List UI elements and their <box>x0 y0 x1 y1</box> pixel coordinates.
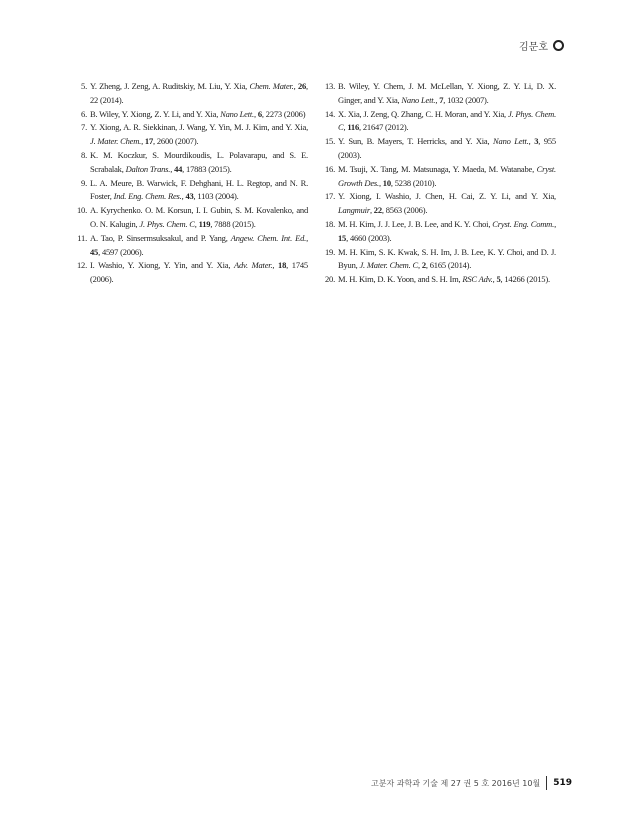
reference-item <box>322 273 556 287</box>
reference-segment: , <box>293 81 298 91</box>
reference-segment: , <box>254 108 258 119</box>
reference-number: 7. <box>81 122 87 133</box>
reference-number: 18. <box>324 218 335 229</box>
reference-number: 15. <box>324 136 335 147</box>
page-footer <box>371 776 572 790</box>
volume-number: 3 <box>534 136 539 147</box>
journal-name: J. Mater. Chem. <box>90 136 142 147</box>
volume-number: 18 <box>278 260 287 271</box>
reference-text <box>90 108 308 122</box>
volume-number: 119 <box>198 218 211 229</box>
reference-segment: , 1032 (2007). <box>443 94 489 105</box>
reference-number: 5. <box>81 81 87 91</box>
reference-segment: , 2273 (2006) <box>261 108 306 119</box>
running-header <box>519 38 564 53</box>
reference-text <box>338 80 556 108</box>
reference-segment: K. M. Koczkur, S. Mourdikoudis, L. Polavarapu, and S. E. Scrabalak, <box>90 149 308 174</box>
reference-text <box>90 177 308 205</box>
reference-segment: I. Washio, Y. Xiong, Y. Yin, and Y. Xia, <box>90 260 234 271</box>
journal-name: Ind. Eng. Chem. Res. <box>113 191 182 202</box>
reference-item <box>74 108 308 122</box>
reference-segment: , 6165 (2014). <box>425 260 472 271</box>
reference-number: 19. <box>324 246 335 257</box>
reference-text <box>90 80 308 108</box>
reference-item <box>74 80 308 108</box>
reference-item <box>322 163 556 191</box>
reference-segment: , 4660 (2003). <box>346 232 392 243</box>
reference-text <box>338 108 556 136</box>
reference-segment: , <box>369 205 374 216</box>
journal-name: Nano Lett. <box>401 94 436 105</box>
reference-item <box>74 259 308 287</box>
journal-name: J. Mater. Chem. C <box>359 260 418 271</box>
reference-item <box>322 218 556 246</box>
reference-segment: , <box>528 136 535 147</box>
journal-name: Angew. Chem. Int. Ed. <box>230 232 307 243</box>
reference-item <box>322 80 556 108</box>
volume-number: 116 <box>347 122 360 133</box>
reference-segment: , 1103 (2004). <box>193 191 239 202</box>
reference-item <box>74 149 308 177</box>
reference-segment: , 955 (2003). <box>338 136 556 160</box>
reference-segment: , <box>170 163 175 174</box>
volume-number: 15 <box>338 232 347 243</box>
reference-number: 17. <box>324 191 335 202</box>
reference-segment: M. H. Kim, J. J. Lee, J. B. Lee, and K. Y. Choi, <box>338 218 493 229</box>
journal-name: RSC Adv. <box>462 274 493 285</box>
reference-segment: , <box>194 218 199 229</box>
journal-name: J. Phys. Chem. C <box>139 218 195 229</box>
reference-number: 16. <box>324 163 335 174</box>
reference-number: 14. <box>324 108 335 119</box>
volume-number: 10 <box>382 177 391 188</box>
reference-segment: Y. Xiong, I. Washio, J. Chen, H. Cai, Z. Y. Li, and Y. Xia, <box>338 191 556 202</box>
reference-number: 20. <box>324 274 335 285</box>
reference-segment: , <box>181 191 186 202</box>
reference-text <box>338 273 556 287</box>
reference-number: 10. <box>76 205 87 216</box>
reference-segment: , 17883 (2015). <box>182 163 232 174</box>
reference-item <box>322 108 556 136</box>
reference-segment: B. Wiley, Y. Chem, J. M. McLellan, Y. Xiong, Z. Y. Li, D. X. Ginger, and Y. Xia, <box>338 81 556 105</box>
volume-number: 22 <box>373 205 382 216</box>
volume-number: 2 <box>421 260 426 271</box>
volume-number: 17 <box>144 136 154 147</box>
volume-number: 45 <box>90 246 99 257</box>
volume-number: 5 <box>496 274 501 285</box>
reference-number: 12. <box>76 260 87 271</box>
volume-number: 6 <box>257 108 262 119</box>
reference-segment: Y. Xiong, A. R. Siekkinan, J. Wang, Y. Yin, M. J. Kim, and Y. Xia, <box>90 122 308 133</box>
footer-journal-info: 고분자 과학과 기술 제 27 권 5 호 2016년 10월 <box>371 778 541 788</box>
reference-segment: X. Xia, J. Zeng, Q. Zhang, C. H. Moran, and Y. Xia, <box>338 108 508 119</box>
reference-segment: , <box>343 122 348 133</box>
reference-segment: , <box>554 218 556 229</box>
reference-text <box>90 232 308 260</box>
reference-number: 11. <box>77 232 87 243</box>
reference-segment: , <box>306 232 308 243</box>
reference-segment: , 8563 (2006). <box>381 205 428 216</box>
reference-segment: , 2600 (2007). <box>153 136 199 147</box>
reference-segment: , 4597 (2006). <box>98 246 144 257</box>
reference-number: 9. <box>81 177 87 188</box>
journal-name: Nano Lett. <box>493 136 529 147</box>
reference-segment: L. A. Meure, B. Warwick, F. Dehghani, H. L. Regtop, and N. R. Foster, <box>90 177 308 202</box>
journal-name: Cryst. Growth Des. <box>338 163 556 188</box>
volume-number: 26 <box>297 81 307 91</box>
circle-bullet-icon <box>553 40 564 51</box>
reference-segment: M. H. Kim, D. K. Yoon, and S. H. Im, <box>338 274 463 285</box>
reference-segment: Y. Zheng, J. Zeng, A. Ruditskiy, M. Liu, Y. Xia, <box>90 81 250 91</box>
reference-item <box>74 177 308 205</box>
reference-segment: , 14266 (2015). <box>500 274 550 285</box>
reference-number: 13. <box>324 81 335 91</box>
reference-segment: M. Tsuji, X. Tang, M. Matsunaga, Y. Maeda, M. Watanabe, <box>338 163 537 174</box>
reference-item <box>74 121 308 149</box>
journal-name: Dalton Trans. <box>125 163 171 174</box>
journal-name: Adv. Mater. <box>233 260 273 271</box>
reference-text <box>338 246 556 274</box>
reference-text <box>90 149 308 177</box>
reference-item <box>74 204 308 232</box>
reference-text <box>90 259 308 287</box>
reference-text <box>90 204 308 232</box>
footer-divider <box>546 776 547 790</box>
reference-segment: A. Tao, P. Sinsermsuksakul, and P. Yang, <box>90 232 231 243</box>
journal-name: Chem. Mater. <box>249 81 294 91</box>
reference-segment: B. Wiley, Y. Xiong, Z. Y. Li, and Y. Xia, <box>90 108 221 119</box>
references-left-column <box>74 80 308 287</box>
reference-segment: , 7888 (2015). <box>210 218 256 229</box>
reference-text <box>338 190 556 218</box>
reference-segment: , <box>435 94 440 105</box>
references-right-column <box>322 80 556 287</box>
reference-item <box>322 246 556 274</box>
reference-number: 6. <box>81 108 87 119</box>
journal-name: Cryst. Eng. Comm. <box>492 218 555 229</box>
reference-segment: , 1745 (2006). <box>90 260 308 285</box>
reference-item <box>322 190 556 218</box>
volume-number: 44 <box>174 163 183 174</box>
volume-number: 7 <box>439 94 444 105</box>
reference-segment: , <box>378 177 383 188</box>
reference-text <box>338 218 556 246</box>
reference-text <box>90 121 308 149</box>
journal-name: J. Phys. Chem. C <box>338 108 557 133</box>
volume-number: 43 <box>185 191 194 202</box>
reference-item <box>322 135 556 163</box>
reference-segment: , 22 (2014). <box>90 81 308 105</box>
reference-segment: , <box>492 274 497 285</box>
reference-segment: , 21647 (2012). <box>359 122 409 133</box>
journal-name: Nano Lett. <box>220 108 254 119</box>
reference-segment: , <box>141 136 145 147</box>
reference-segment: , <box>417 260 422 271</box>
reference-text <box>338 163 556 191</box>
reference-segment: , <box>272 260 279 271</box>
header-author: 김문호 <box>519 42 548 53</box>
reference-segment: M. H. Kim, S. K. Kwak, S. H. Im, J. B. Lee, K. Y. Choi, and D. J. Byun, <box>338 246 556 271</box>
journal-name: Langmuir <box>338 205 370 216</box>
reference-text <box>338 135 556 163</box>
reference-segment: A. Kyrychenko. O. M. Korsun, I. I. Gubin, S. M. Kovalenko, and O. N. Kalugin, <box>90 205 308 229</box>
reference-number: 8. <box>81 149 87 160</box>
reference-segment: Y. Sun, B. Mayers, T. Herricks, and Y. Xia, <box>338 136 494 147</box>
reference-segment: , 5238 (2010). <box>390 177 437 188</box>
page-number: 519 <box>553 778 572 788</box>
reference-item <box>74 232 308 260</box>
